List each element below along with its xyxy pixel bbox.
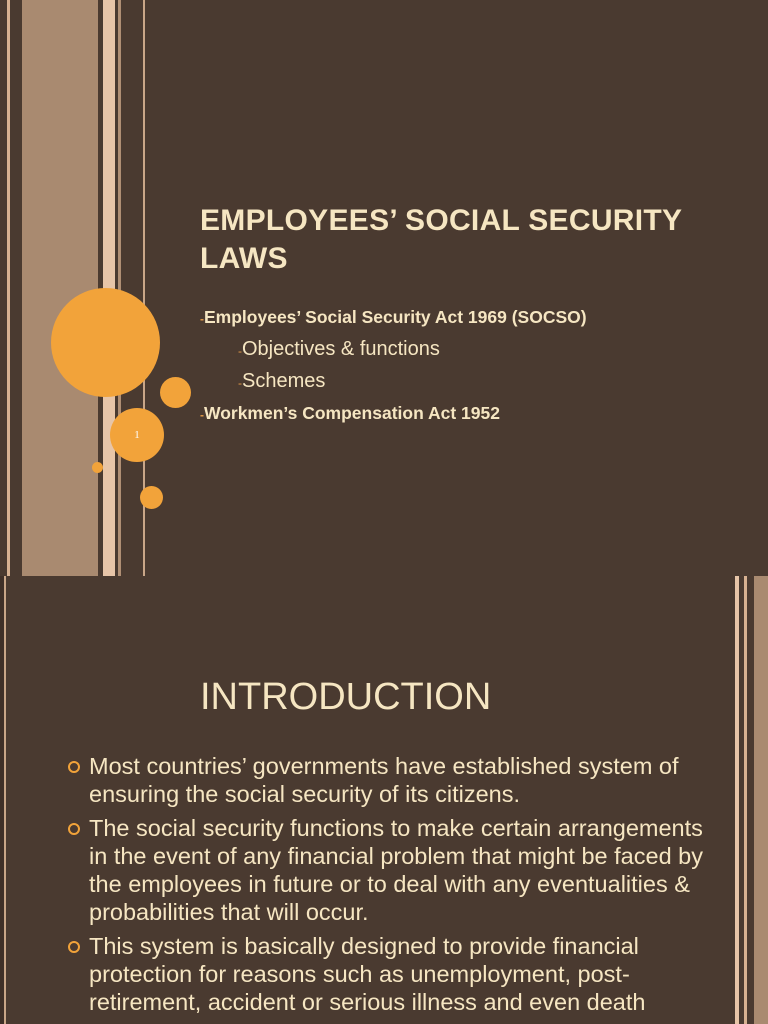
slide-2-bullet-list <box>66 752 716 1022</box>
bullet-text: This system is basically designed to provide financial protection for reasons such as unemployment, post-retirement, accident or serious illness and even death <box>89 933 646 1015</box>
bullet-text: Most countries’ governments have established system of ensuring the social security of its citizens. <box>89 753 679 807</box>
dash-marker: - <box>238 376 242 390</box>
decorative-circle <box>140 486 163 509</box>
ring-bullet-icon <box>68 761 80 773</box>
decorative-stripe <box>0 0 7 576</box>
list-item <box>200 370 740 402</box>
dash-marker: - <box>238 344 242 358</box>
slide-title: INTRODUCTION <box>200 676 492 718</box>
list-item-text: Employees’ Social Security Act 1969 (SOCSO) <box>204 307 587 327</box>
decorative-stripe <box>754 576 768 1024</box>
dash-marker: - <box>200 312 204 326</box>
decorative-circle-large <box>51 288 160 397</box>
bullet-item <box>66 752 716 808</box>
list-item-text: Objectives & functions <box>242 338 440 360</box>
decorative-stripe <box>118 0 121 576</box>
bullet-text: The social security functions to make certain arrangements in the event of any financial problem that might be faced by the employees in future or to deal with any eventualities & probabilities that will occur. <box>89 815 703 925</box>
list-item <box>200 402 740 434</box>
list-item-text: Schemes <box>242 370 326 392</box>
decorative-stripe <box>22 0 98 576</box>
slide-number: 1 <box>134 429 140 441</box>
dash-marker: - <box>200 408 204 422</box>
slide-1-list <box>200 306 740 434</box>
decorative-circle-small <box>92 462 103 473</box>
bullet-item <box>66 814 716 926</box>
decorative-stripe <box>10 0 22 576</box>
decorative-stripe <box>747 576 754 1024</box>
decorative-stripe <box>4 576 6 1024</box>
ring-bullet-icon <box>68 941 80 953</box>
list-item <box>200 306 740 338</box>
slide-title: EMPLOYEES’ SOCIAL SECURITY LAWS <box>200 204 682 275</box>
list-item <box>200 338 740 370</box>
decorative-circle <box>160 377 191 408</box>
ring-bullet-icon <box>68 823 80 835</box>
bullet-item <box>66 932 716 1016</box>
list-item-text: Workmen’s Compensation Act 1952 <box>204 403 500 423</box>
